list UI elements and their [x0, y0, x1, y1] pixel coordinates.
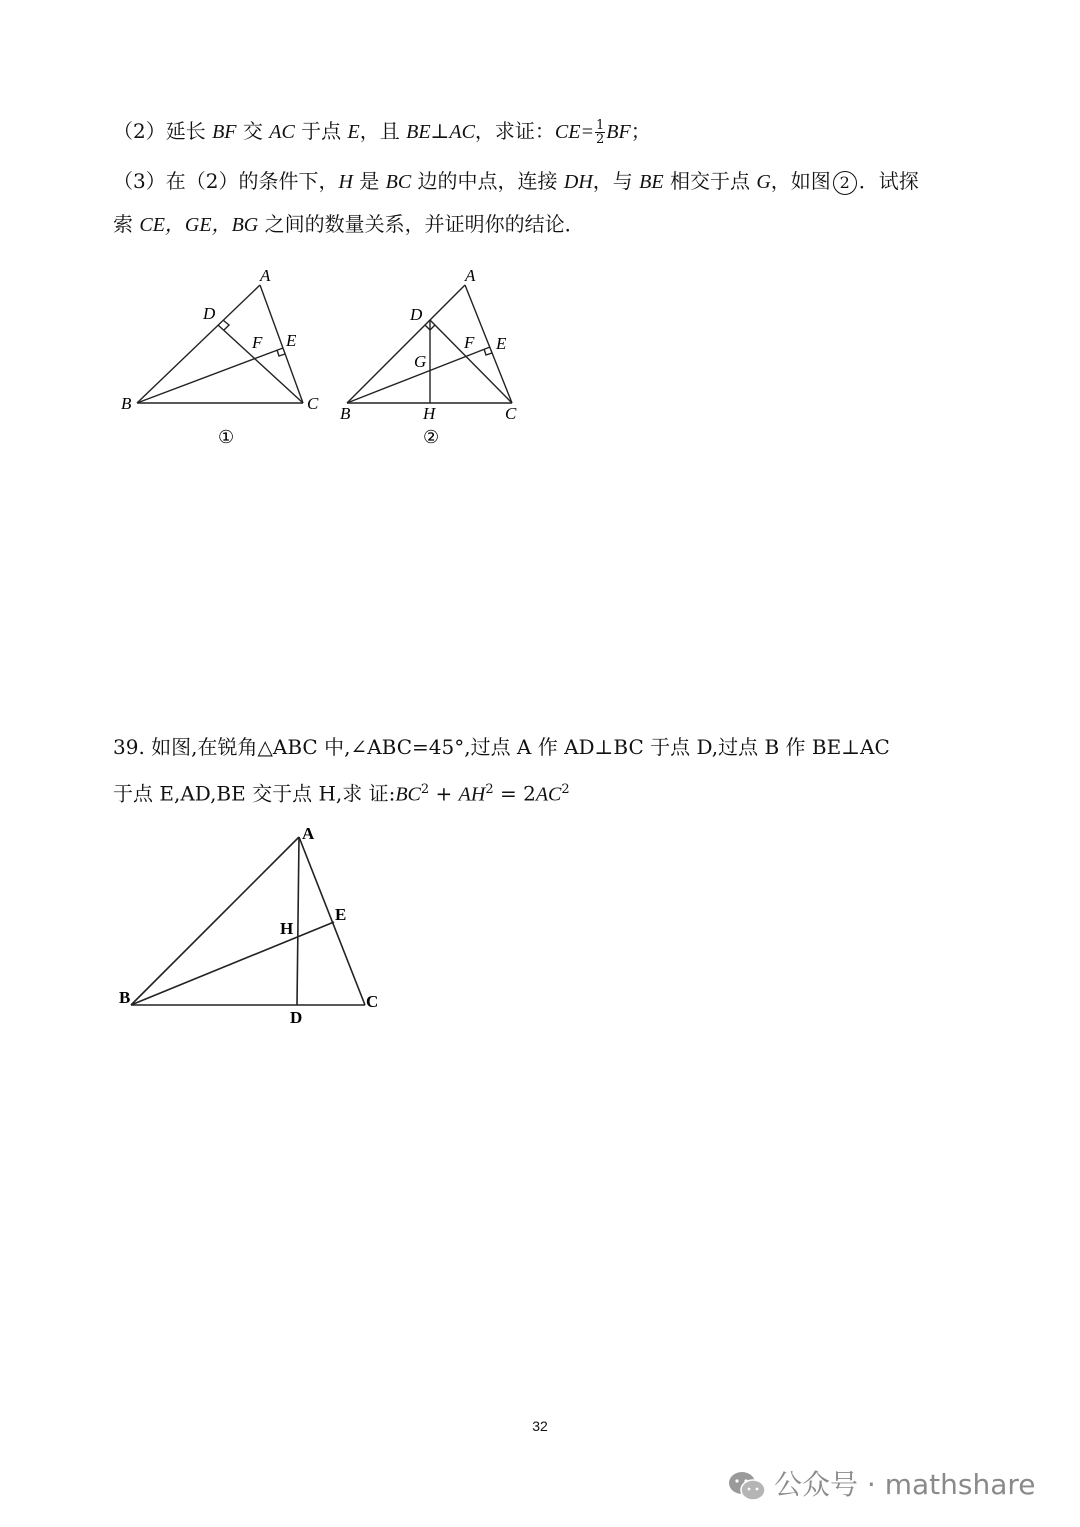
math-var: BF	[606, 121, 631, 143]
label-D: D	[203, 304, 216, 323]
label-B: B	[340, 404, 351, 423]
label-G: G	[414, 352, 427, 371]
label-E: E	[286, 331, 297, 350]
math-var: AH	[458, 783, 486, 806]
question-39-line-2	[113, 776, 570, 809]
exponent: 2	[561, 782, 570, 797]
math-var: E	[347, 121, 360, 143]
text: 是	[352, 169, 386, 193]
fraction-denominator: 2	[595, 132, 605, 147]
math-var: H	[338, 171, 353, 193]
label-F: F	[464, 333, 475, 352]
question-part-2	[113, 117, 651, 146]
figure-reference: 2	[833, 171, 857, 195]
label-A: A	[465, 266, 476, 285]
wechat-icon	[728, 1470, 766, 1502]
label-B: B	[121, 394, 132, 413]
watermark-text: 公众号 · mathshare	[774, 1468, 1036, 1501]
text: ，求证：	[474, 119, 555, 143]
math-expr: CE=	[554, 121, 594, 143]
text: （3）在（2）的条件下，	[113, 169, 339, 193]
text: 边的中点，连接	[411, 169, 564, 193]
text: 交	[236, 119, 270, 143]
fraction-numerator: 1	[595, 118, 605, 133]
label-E: E	[335, 905, 347, 924]
exponent: 2	[485, 782, 494, 797]
figure-2	[335, 260, 530, 455]
label-C: C	[307, 394, 319, 413]
math-expr: BE⊥AC	[406, 121, 475, 143]
math-var: BC	[395, 783, 421, 806]
math-var: AC	[535, 783, 562, 806]
label-A: A	[302, 824, 315, 843]
math-var: DH	[563, 171, 593, 193]
label-D: D	[410, 305, 423, 324]
math-var: BF	[212, 121, 237, 143]
text: ，且	[359, 119, 407, 143]
operator: = 2	[493, 781, 536, 806]
label-A: A	[260, 266, 271, 285]
figure-3	[110, 815, 400, 1035]
figure-caption: ①	[218, 427, 235, 447]
figure-caption: ②	[423, 427, 440, 447]
text: ．试探	[858, 169, 919, 193]
label-C: C	[505, 404, 517, 423]
page-number: 32	[532, 1418, 548, 1434]
question-part-3-line-2	[113, 210, 585, 239]
text: 于点	[294, 119, 348, 143]
question-39-line-1	[113, 733, 890, 761]
fraction	[595, 119, 605, 146]
text: 相交于点	[663, 169, 757, 193]
label-B: B	[119, 988, 131, 1007]
text: （2）延长	[113, 119, 213, 143]
text: ，与	[592, 169, 640, 193]
text: 之间的数量关系，并证明你的结论．	[258, 212, 585, 236]
figure-1	[110, 260, 340, 455]
math-var: AC	[269, 121, 295, 143]
label-E: E	[496, 334, 507, 353]
text: 39. 如图,在锐角△ABC 中,∠ABC=45°,过点 A 作 AD⊥BC 于点 D,过点 B 作 BE⊥AC	[113, 735, 890, 759]
label-H: H	[280, 919, 294, 938]
text: 索	[113, 212, 140, 236]
operator: +	[429, 781, 459, 806]
text: ；	[630, 119, 651, 143]
text: ，如图	[770, 169, 831, 193]
math-var: G	[756, 171, 771, 193]
exponent: 2	[420, 782, 430, 797]
math-vars: CE，GE，BG	[139, 214, 259, 236]
label-D: D	[290, 1008, 303, 1027]
math-var: BC	[385, 171, 412, 193]
math-var: BE	[639, 171, 664, 193]
label-F: F	[252, 333, 263, 352]
watermark	[728, 1463, 1035, 1503]
label-H: H	[423, 404, 436, 423]
label-C: C	[366, 992, 379, 1011]
text: 于点 E,AD,BE 交于点 H,求 证:	[113, 781, 396, 806]
question-part-3-line-1	[113, 167, 919, 196]
